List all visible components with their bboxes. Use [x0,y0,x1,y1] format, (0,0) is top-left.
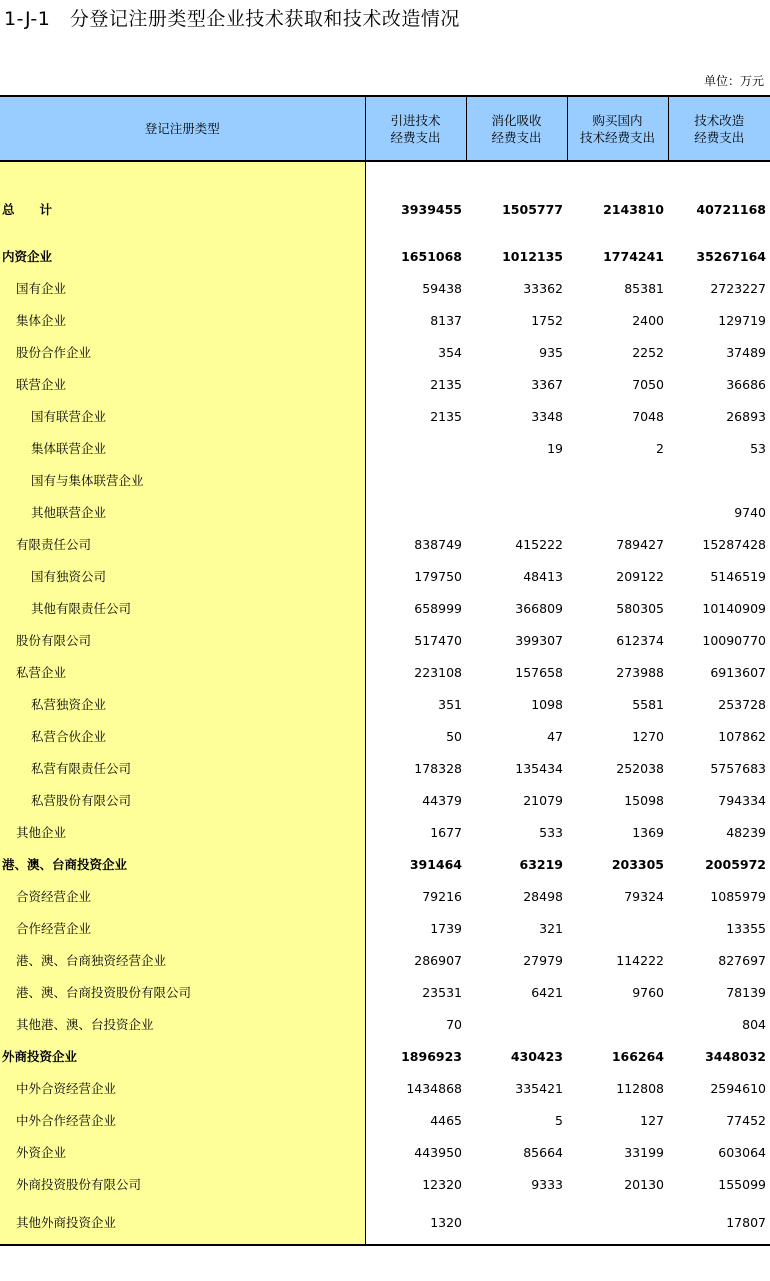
cell-domestic-purchase: 114222 [616,952,664,968]
cell-absorption: 157658 [515,664,563,680]
cell-absorption: 5 [555,1112,563,1128]
row-label: 中外合作经营企业 [0,1104,365,1136]
cell-domestic-purchase: 79324 [624,888,664,904]
cell-domestic-purchase: 2 [656,440,664,456]
cell-absorption: 28498 [523,888,563,904]
row-label: 外商投资股份有限公司 [0,1168,365,1200]
header-row [0,96,770,161]
table-row [0,624,770,656]
cell-absorption: 135434 [515,760,563,776]
cell-domestic-purchase: 9760 [632,984,664,1000]
cell-tech-renovation: 107862 [718,728,766,744]
cell-tech-import: 1651068 [401,248,462,264]
cell-absorption: 1752 [531,312,563,328]
table-row [0,688,770,720]
cell-tech-import [365,496,466,528]
table-row-total [0,178,770,240]
cell-tech-renovation: 827697 [718,952,766,968]
cell-absorption: 430423 [510,1048,563,1064]
cell-absorption: 9333 [531,1176,563,1192]
cell-tech-import: 12320 [422,1176,462,1192]
row-label: 私营合伙企业 [0,720,365,752]
cell-domestic-purchase [567,1008,668,1040]
cell-tech-renovation: 13355 [726,920,766,936]
row-label: 国有与集体联营企业 [0,464,365,496]
cell-tech-renovation: 155099 [718,1176,766,1192]
row-label: 中外合资经营企业 [0,1072,365,1104]
cell-tech-renovation: 48239 [726,824,766,840]
row-label: 其他外商投资企业 [0,1200,365,1245]
cell-tech-renovation: 603064 [718,1144,766,1160]
table-row [0,976,770,1008]
cell-domestic-purchase: 612374 [616,632,664,648]
cell-tech-import [365,432,466,464]
cell-tech-import: 59438 [422,280,462,296]
table-row [0,1072,770,1104]
cell-tech-renovation: 2594610 [710,1080,766,1096]
row-label: 其他企业 [0,816,365,848]
row-label: 内资企业 [0,240,365,272]
cell-domestic-purchase: 7048 [632,408,664,424]
row-label: 其他联营企业 [0,496,365,528]
cell-domestic-purchase: 166264 [611,1048,664,1064]
row-label: 私营独资企业 [0,688,365,720]
table-row [0,1136,770,1168]
row-label: 集体企业 [0,304,365,336]
cell-tech-import: 70 [446,1016,462,1032]
cell-absorption: 1505777 [502,201,563,217]
table-row [0,720,770,752]
data-table-container [0,95,770,1281]
row-label: 股份合作企业 [0,336,365,368]
cell-absorption [466,1008,567,1040]
cell-tech-renovation: 15287428 [702,536,766,552]
row-label: 私营股份有限公司 [0,784,365,816]
cell-absorption [466,464,567,496]
row-label: 港、澳、台商投资企业 [0,848,365,880]
cell-absorption: 1012135 [502,248,563,264]
table-row [0,304,770,336]
cell-domestic-purchase: 33199 [624,1144,664,1160]
table-row [0,464,770,496]
table-row [0,1104,770,1136]
cell-absorption: 85664 [523,1144,563,1160]
cell-absorption: 6421 [531,984,563,1000]
cell-tech-import: 2135 [430,408,462,424]
row-label: 国有企业 [0,272,365,304]
cell-tech-renovation: 17807 [668,1200,770,1245]
row-label: 港、澳、台商独资经营企业 [0,944,365,976]
cell-tech-import [365,464,466,496]
cell-tech-import: 658999 [414,600,462,616]
cell-absorption: 533 [539,824,563,840]
table-row [0,272,770,304]
unit-label: 单位：万元 [703,74,764,88]
cell-domestic-purchase: 20130 [624,1176,664,1192]
cell-domestic-purchase: 209122 [616,568,664,584]
row-label: 私营有限责任公司 [0,752,365,784]
table-row [0,784,770,816]
cell-tech-renovation: 253728 [718,696,766,712]
cell-domestic-purchase: 2252 [632,344,664,360]
row-label: 股份有限公司 [0,624,365,656]
cell-tech-renovation: 9740 [734,504,766,520]
cell-tech-renovation: 10090770 [702,632,766,648]
cell-domestic-purchase: 1369 [632,824,664,840]
table-row [0,592,770,624]
table-row [0,368,770,400]
cell-absorption: 366809 [515,600,563,616]
row-label: 国有独资公司 [0,560,365,592]
row-label: 有限责任公司 [0,528,365,560]
cell-domestic-purchase: 15098 [624,792,664,808]
page-title: 1-J-1 分登记注册类型企业技术获取和技术改造情况 [4,8,460,30]
table-row [0,400,770,432]
cell-tech-renovation: 794334 [718,792,766,808]
cell-tech-import: 50 [446,728,462,744]
cell-domestic-purchase: 112808 [616,1080,664,1096]
cell-tech-import: 44379 [422,792,462,808]
table-row [0,1168,770,1200]
row-label: 总 计 [0,178,365,240]
cell-tech-renovation: 1085979 [710,888,766,904]
cell-absorption: 33362 [523,280,563,296]
cell-tech-import: 391464 [409,856,462,872]
table-row [0,1200,770,1245]
header-category: 登记注册类型 [0,96,365,161]
cell-absorption: 335421 [515,1080,563,1096]
cell-tech-import: 4465 [430,1112,462,1128]
cell-absorption: 21079 [523,792,563,808]
cell-tech-import: 1434868 [406,1080,462,1096]
cell-tech-renovation: 35267164 [696,248,766,264]
cell-tech-renovation: 2723227 [710,280,766,296]
cell-tech-import: 8137 [430,312,462,328]
cell-absorption: 415222 [515,536,563,552]
cell-absorption: 48413 [523,568,563,584]
cell-domestic-purchase: 2400 [632,312,664,328]
cell-absorption: 1098 [531,696,563,712]
cell-absorption: 63219 [519,856,563,872]
cell-tech-import: 517470 [414,632,462,648]
cell-domestic-purchase: 1774241 [603,248,664,264]
header-domestic-purchase: 购买国内 技术经费支出 [567,96,668,161]
cell-tech-import: 3939455 [401,201,462,217]
cell-tech-renovation: 37489 [726,344,766,360]
cell-tech-import: 1896923 [401,1048,462,1064]
row-label: 外资企业 [0,1136,365,1168]
cell-absorption: 321 [539,920,563,936]
header-absorption: 消化吸收 经费支出 [466,96,567,161]
cell-tech-import: 23531 [422,984,462,1000]
cell-tech-renovation: 36686 [726,376,766,392]
cell-absorption: 935 [539,344,563,360]
cell-absorption [466,496,567,528]
cell-tech-renovation: 129719 [718,312,766,328]
table-row [0,912,770,944]
cell-tech-renovation: 5146519 [710,568,766,584]
table-row [0,432,770,464]
cell-domestic-purchase: 5581 [632,696,664,712]
cell-tech-import: 2135 [430,376,462,392]
cell-domestic-purchase: 85381 [624,280,664,296]
cell-absorption: 27979 [523,952,563,968]
cell-tech-import: 178328 [414,760,462,776]
cell-tech-import: 838749 [414,536,462,552]
cell-tech-import: 286907 [414,952,462,968]
cell-tech-import: 1739 [430,920,462,936]
header-tech-renovation: 技术改造 经费支出 [668,96,770,161]
cell-absorption: 399307 [515,632,563,648]
cell-tech-import: 1320 [365,1200,466,1245]
cell-domestic-purchase: 1270 [632,728,664,744]
row-label: 合作经营企业 [0,912,365,944]
cell-absorption: 47 [547,728,563,744]
cell-domestic-purchase [567,496,668,528]
cell-domestic-purchase: 580305 [616,600,664,616]
cell-absorption: 3348 [531,408,563,424]
cell-tech-import: 179750 [414,568,462,584]
cell-tech-renovation: 5757683 [710,760,766,776]
cell-tech-renovation: 3448032 [705,1048,766,1064]
data-table [0,95,770,1246]
cell-tech-import: 79216 [422,888,462,904]
table-row [0,560,770,592]
cell-domestic-purchase [567,1200,668,1245]
cell-tech-renovation: 2005972 [705,856,766,872]
row-label: 其他有限责任公司 [0,592,365,624]
table-row [0,880,770,912]
cell-domestic-purchase [567,912,668,944]
table-row [0,1008,770,1040]
cell-tech-renovation: 77452 [726,1112,766,1128]
cell-tech-import: 223108 [414,664,462,680]
cell-domestic-purchase: 203305 [611,856,664,872]
cell-absorption [466,1200,567,1245]
cell-tech-renovation: 6913607 [710,664,766,680]
cell-tech-import: 351 [438,696,462,712]
cell-domestic-purchase: 127 [640,1112,664,1128]
cell-tech-import: 354 [438,344,462,360]
row-label: 私营企业 [0,656,365,688]
cell-tech-renovation: 53 [750,440,766,456]
cell-domestic-purchase [567,464,668,496]
cell-absorption: 3367 [531,376,563,392]
cell-domestic-purchase: 273988 [616,664,664,680]
cell-tech-renovation: 78139 [726,984,766,1000]
cell-tech-renovation: 10140909 [702,600,766,616]
cell-domestic-purchase: 7050 [632,376,664,392]
table-row [0,240,770,272]
cell-domestic-purchase: 252038 [616,760,664,776]
row-label: 其他港、澳、台投资企业 [0,1008,365,1040]
cell-tech-renovation: 804 [742,1016,766,1032]
table-row [0,656,770,688]
cell-tech-import: 443950 [414,1144,462,1160]
table-row [0,752,770,784]
table-row [0,816,770,848]
row-label: 集体联营企业 [0,432,365,464]
cell-absorption: 19 [547,440,563,456]
table-row [0,848,770,880]
row-label: 港、澳、台商投资股份有限公司 [0,976,365,1008]
table-row [0,496,770,528]
row-label: 联营企业 [0,368,365,400]
cell-domestic-purchase: 789427 [616,536,664,552]
row-label: 合资经营企业 [0,880,365,912]
header-tech-import: 引进技术 经费支出 [365,96,466,161]
cell-tech-renovation: 26893 [726,408,766,424]
row-label: 外商投资企业 [0,1040,365,1072]
table-row [0,336,770,368]
cell-tech-import: 1677 [430,824,462,840]
table-row [0,1040,770,1072]
table-row [0,944,770,976]
table-row [0,528,770,560]
cell-tech-renovation: 40721168 [696,201,766,217]
row-label: 国有联营企业 [0,400,365,432]
cell-tech-renovation [668,464,770,496]
cell-domestic-purchase: 2143810 [603,201,664,217]
spacer-row [0,161,770,178]
